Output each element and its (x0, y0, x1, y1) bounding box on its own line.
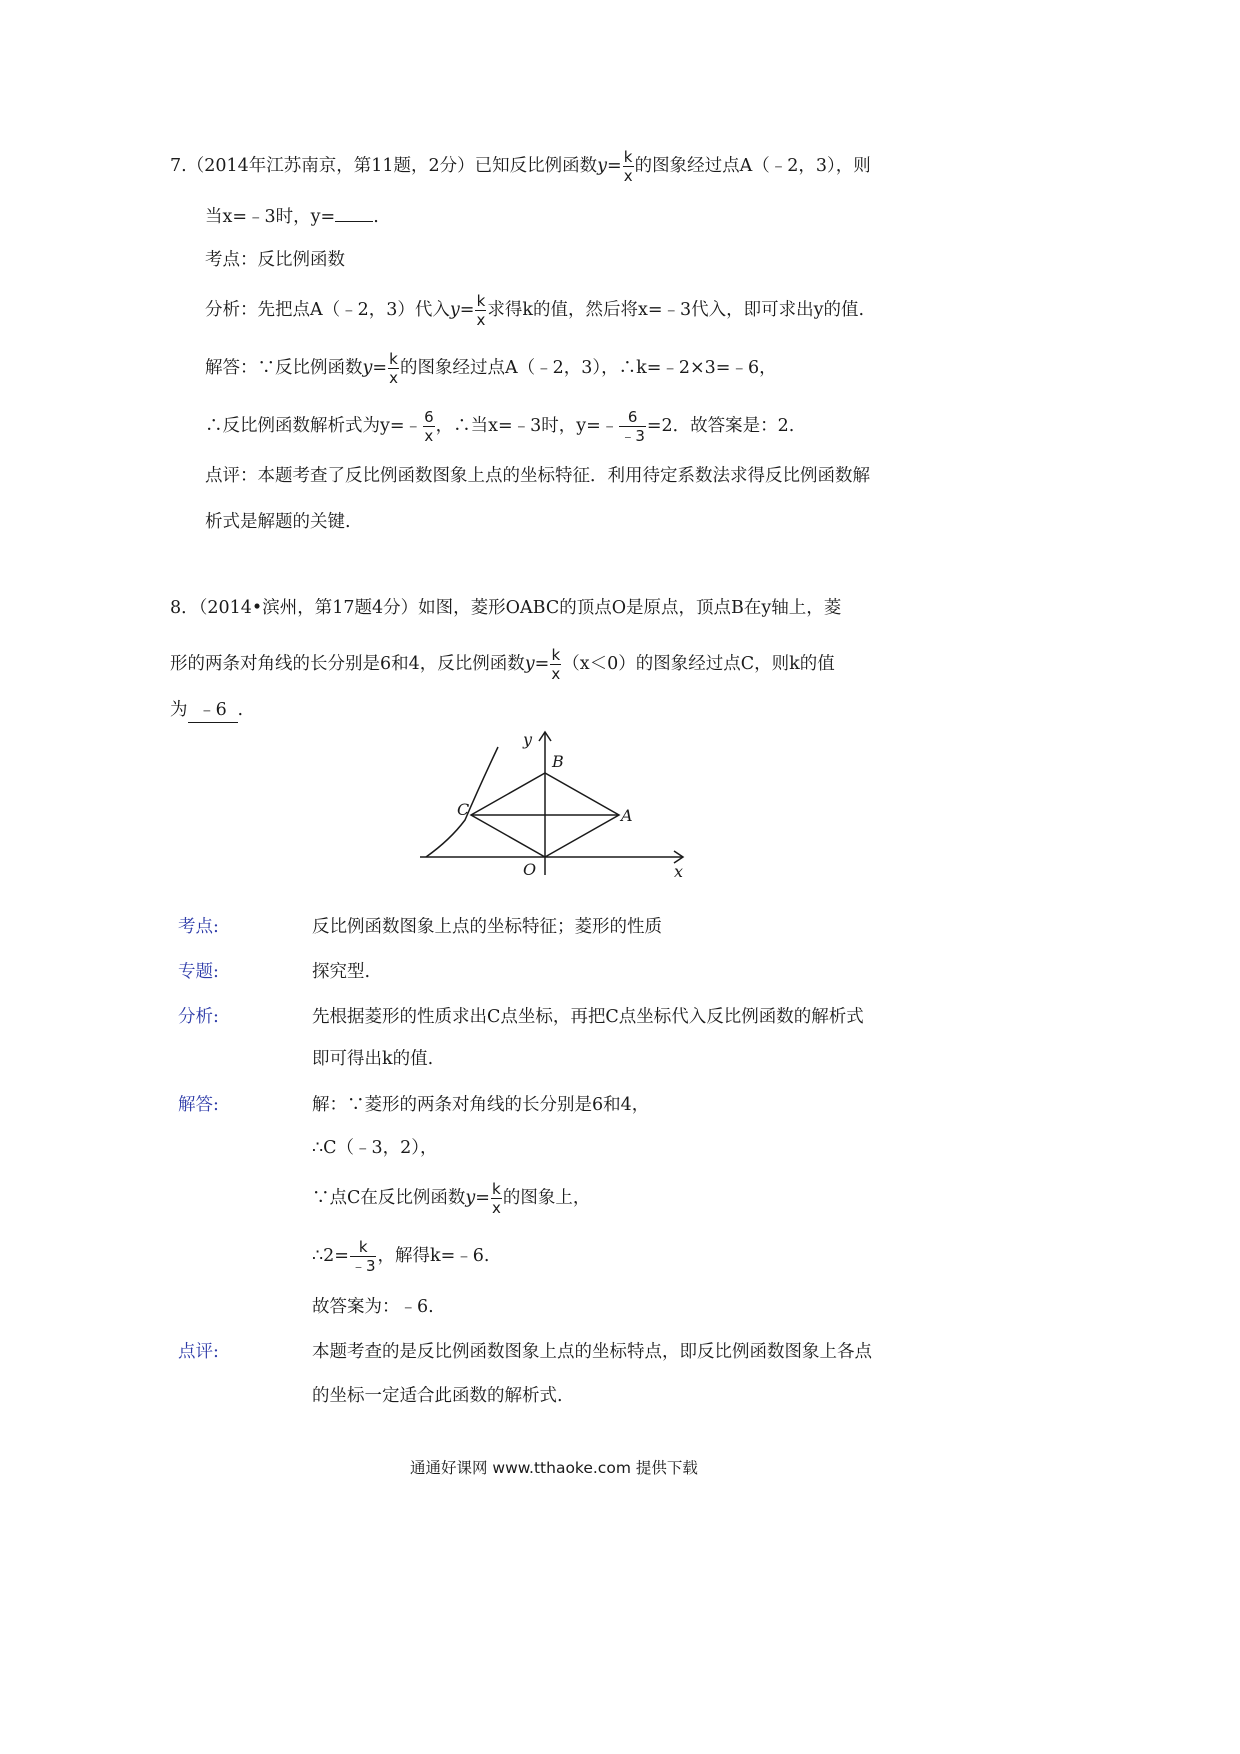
q7-jieda: 解答：∵反比例函数y= $\frac{k}{x}$ 的图象经过点A（﹣2，3），∴k=﹣2×3=﹣6， (205, 350, 777, 387)
label-b: B (552, 752, 564, 771)
label-fenxi: 分析: (178, 1007, 219, 1027)
q8-jd3: ∵点C在反比例函数y= $\frac{k}{x}$ 的图象上， (312, 1180, 591, 1217)
q8-line1: 8．（2014•滨州，第17题4分）如图，菱形OABC的顶点O是原点，顶点B在y轴上，菱 (170, 598, 842, 618)
six-over-neg3-fraction: $\frac{6}{﹣3}$ (620, 408, 645, 445)
label-jieda: 解答: (178, 1095, 219, 1115)
k-over-x-fraction: $\frac{k}{x}$ (476, 292, 486, 329)
label-c: C (457, 800, 470, 819)
k-over-x-fraction: $\frac{k}{x}$ (623, 148, 633, 185)
q7-line2: 当x=﹣3时，y= . (205, 207, 379, 227)
k-over-x-fraction: $\frac{k}{x}$ (491, 1180, 501, 1217)
label-x: x (674, 862, 684, 881)
q8-jd5: 故答案为：﹣6. (312, 1297, 434, 1317)
q8-dp1: 本题考查的是反比例函数图象上点的坐标特点，即反比例函数图象上各点 (312, 1342, 872, 1362)
q8-fenxi2: 即可得出k的值. (312, 1049, 434, 1069)
q8-fenxi1: 先根据菱形的性质求出C点坐标，再把C点坐标代入反比例函数的解析式 (312, 1007, 864, 1027)
q8-kaodian: 反比例函数图象上点的坐标特征；菱形的性质 (312, 917, 662, 937)
q8-jd2: ∴C（﹣3，2）， (312, 1138, 438, 1158)
q7-dianping2: 析式是解题的关键. (205, 512, 351, 532)
q7-intro: 7.（2014年江苏南京，第11题，2分）已知反比例函数 (170, 156, 598, 176)
q7-dianping1: 点评：本题考查了反比例函数图象上点的坐标特征．利用待定系数法求得反比例函数解 (205, 466, 870, 486)
k-over-neg3-fraction: $\frac{k}{﹣3}$ (350, 1238, 376, 1275)
q8-line2: 形的两条对角线的长分别是6和4，反比例函数y= $\frac{k}{x}$ （x＜0）的图象经过点C，则k的值 (170, 646, 835, 683)
label-y: y (523, 730, 533, 749)
q7-kaodian: 考点：反比例函数 (205, 250, 345, 270)
label-o: O (523, 860, 537, 879)
q7-fenxi: 分析：先把点A（﹣2，3）代入y= $\frac{k}{x}$ 求得k的值，然后将x=﹣3代入，即可求出y的值. (205, 292, 865, 329)
label-zhuanti: 专题: (178, 962, 219, 982)
q7-jieda2: ∴反比例函数解析式为y=﹣ $\frac{6}{x}$ ，∴当x=﹣3时，y=﹣ $\frac{6}{﹣3}$ =2．故答案是：2. (205, 408, 795, 445)
label-a: A (621, 806, 633, 825)
answer-blank (335, 205, 373, 222)
rhombus-figure (420, 725, 700, 885)
q8-dp2: 的坐标一定适合此函数的解析式. (312, 1386, 563, 1406)
q8-zhuanti: 探究型. (312, 962, 371, 982)
k-over-x-fraction: $\frac{k}{x}$ (551, 646, 561, 683)
q7-line1: 7.（2014年江苏南京，第11题，2分）已知反比例函数y= $\frac{k}{x}$ 的图象经过点A（﹣2，3），则 (170, 148, 871, 185)
six-over-x-fraction: $\frac{6}{x}$ (424, 408, 434, 445)
label-dianping: 点评: (178, 1342, 219, 1362)
q8-line3: 为 ﹣6 . (170, 698, 243, 723)
answer-value: ﹣6 (188, 698, 238, 723)
k-over-x-fraction: $\frac{k}{x}$ (389, 350, 398, 387)
q8-jd1: 解：∵菱形的两条对角线的长分别是6和4， (312, 1095, 650, 1115)
label-kaodian: 考点: (178, 917, 219, 937)
q8-jd4: ∴2= $\frac{k}{﹣3}$ ，解得k=﹣6. (312, 1238, 490, 1275)
page-footer: 通通好课网 www.tthaoke.com 提供下载 (410, 1459, 698, 1477)
